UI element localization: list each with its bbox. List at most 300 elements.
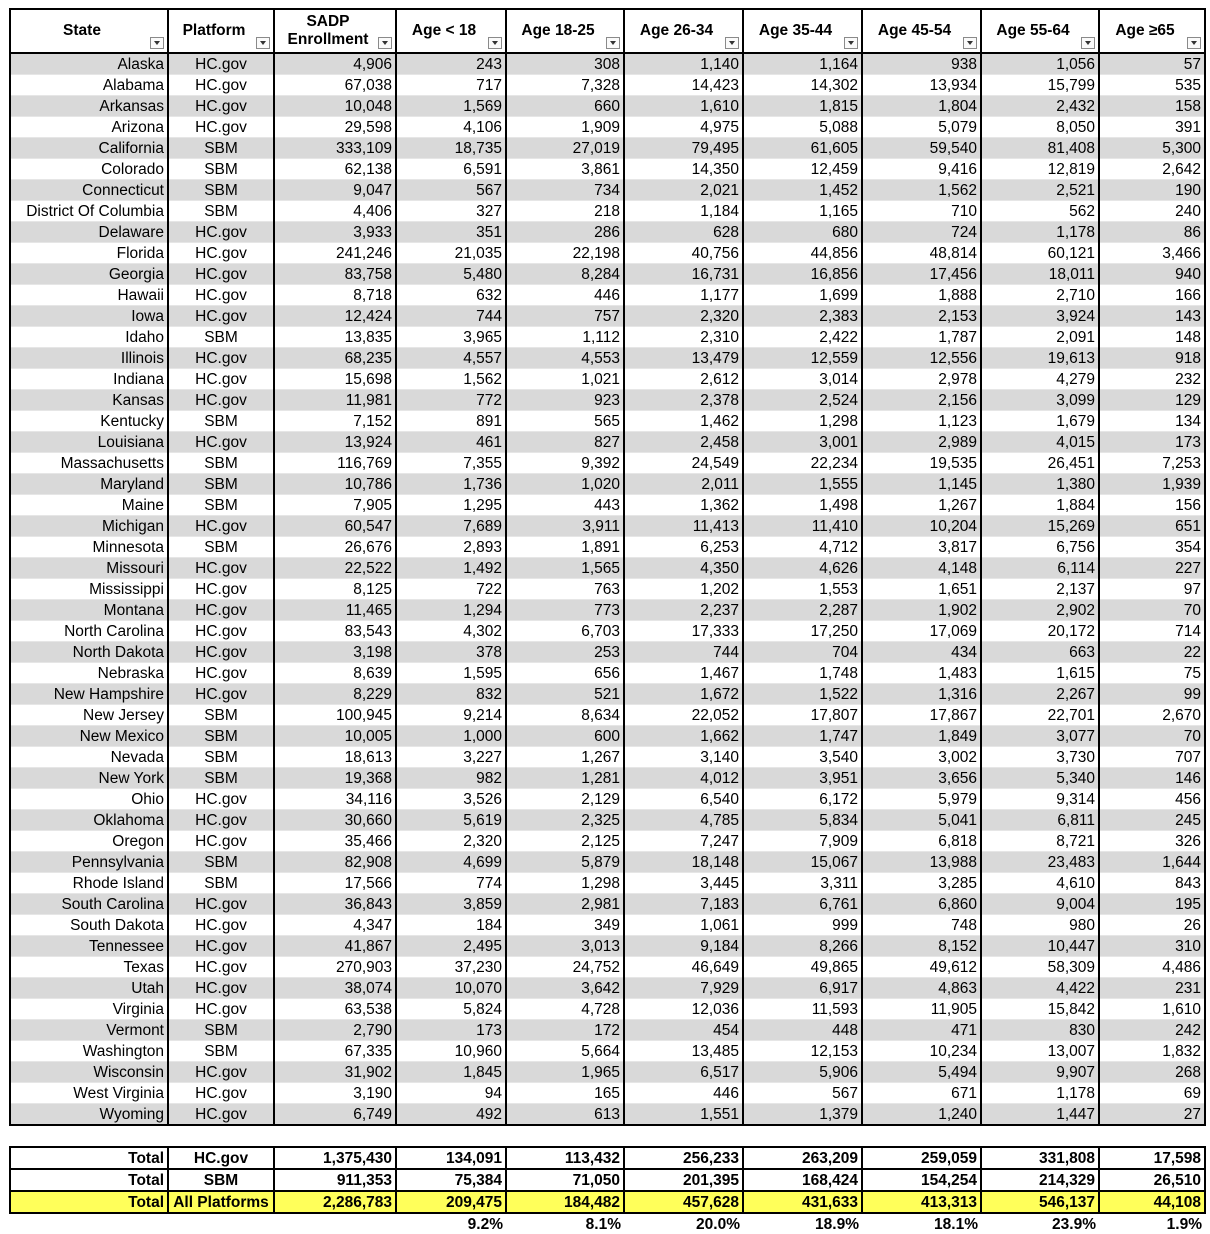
value-cell[interactable]: 60,121 — [981, 243, 1099, 264]
value-cell[interactable]: 349 — [506, 915, 624, 936]
state-cell[interactable]: Virginia — [10, 999, 168, 1020]
value-cell[interactable]: 18,148 — [624, 852, 743, 873]
value-cell[interactable]: 1,498 — [743, 495, 862, 516]
value-cell[interactable]: 60,547 — [274, 516, 396, 537]
value-cell[interactable]: 980 — [981, 915, 1099, 936]
value-cell[interactable]: 1,021 — [506, 369, 624, 390]
value-cell[interactable]: 1,787 — [862, 327, 981, 348]
value-cell[interactable]: 660 — [506, 96, 624, 117]
value-cell[interactable]: 17,333 — [624, 621, 743, 642]
percentage-cell[interactable]: 23.9% — [981, 1213, 1099, 1234]
value-cell[interactable]: 1,845 — [396, 1062, 506, 1083]
state-cell[interactable]: New York — [10, 768, 168, 789]
value-cell[interactable]: 656 — [506, 663, 624, 684]
platform-cell[interactable]: SBM — [168, 747, 274, 768]
filter-dropdown-icon[interactable] — [150, 37, 164, 49]
value-cell[interactable]: 67,335 — [274, 1041, 396, 1062]
state-cell[interactable]: Alabama — [10, 75, 168, 96]
total-value-cell[interactable]: 1,375,430 — [274, 1147, 396, 1169]
value-cell[interactable]: 3,001 — [743, 432, 862, 453]
value-cell[interactable]: 327 — [396, 201, 506, 222]
value-cell[interactable]: 308 — [506, 53, 624, 75]
value-cell[interactable]: 86 — [1099, 222, 1205, 243]
value-cell[interactable]: 58,309 — [981, 957, 1099, 978]
value-cell[interactable]: 3,965 — [396, 327, 506, 348]
filter-dropdown-icon[interactable] — [256, 37, 270, 49]
value-cell[interactable]: 11,465 — [274, 600, 396, 621]
value-cell[interactable]: 40,756 — [624, 243, 743, 264]
filter-dropdown-icon[interactable] — [378, 37, 392, 49]
state-cell[interactable]: Nebraska — [10, 663, 168, 684]
value-cell[interactable]: 1,679 — [981, 411, 1099, 432]
value-cell[interactable]: 253 — [506, 642, 624, 663]
value-cell[interactable]: 2,524 — [743, 390, 862, 411]
value-cell[interactable]: 6,917 — [743, 978, 862, 999]
value-cell[interactable]: 59,540 — [862, 138, 981, 159]
value-cell[interactable]: 1,267 — [862, 495, 981, 516]
state-cell[interactable]: Georgia — [10, 264, 168, 285]
value-cell[interactable]: 2,287 — [743, 600, 862, 621]
value-cell[interactable]: 190 — [1099, 180, 1205, 201]
value-cell[interactable]: 22 — [1099, 642, 1205, 663]
platform-cell[interactable]: HC.gov — [168, 957, 274, 978]
value-cell[interactable]: 1,553 — [743, 579, 862, 600]
value-cell[interactable]: 2,091 — [981, 327, 1099, 348]
value-cell[interactable]: 7,183 — [624, 894, 743, 915]
total-label-cell[interactable]: Total — [10, 1169, 168, 1191]
value-cell[interactable]: 8,639 — [274, 663, 396, 684]
value-cell[interactable]: 143 — [1099, 306, 1205, 327]
state-cell[interactable]: Florida — [10, 243, 168, 264]
platform-cell[interactable]: SBM — [168, 768, 274, 789]
value-cell[interactable]: 748 — [862, 915, 981, 936]
value-cell[interactable]: 1,891 — [506, 537, 624, 558]
value-cell[interactable]: 49,865 — [743, 957, 862, 978]
state-cell[interactable]: New Jersey — [10, 705, 168, 726]
state-cell[interactable]: Pennsylvania — [10, 852, 168, 873]
value-cell[interactable]: 15,269 — [981, 516, 1099, 537]
platform-cell[interactable]: HC.gov — [168, 390, 274, 411]
value-cell[interactable]: 2,432 — [981, 96, 1099, 117]
value-cell[interactable]: 35,466 — [274, 831, 396, 852]
platform-cell[interactable]: SBM — [168, 852, 274, 873]
platform-cell[interactable]: HC.gov — [168, 621, 274, 642]
value-cell[interactable]: 2,642 — [1099, 159, 1205, 180]
value-cell[interactable]: 2,521 — [981, 180, 1099, 201]
filter-dropdown-icon[interactable] — [606, 37, 620, 49]
value-cell[interactable]: 1,562 — [862, 180, 981, 201]
filter-dropdown-icon[interactable] — [1187, 37, 1201, 49]
value-cell[interactable]: 923 — [506, 390, 624, 411]
state-cell[interactable]: New Mexico — [10, 726, 168, 747]
value-cell[interactable]: 2,422 — [743, 327, 862, 348]
state-cell[interactable]: Wyoming — [10, 1104, 168, 1126]
value-cell[interactable]: 8,125 — [274, 579, 396, 600]
percentage-cell[interactable] — [274, 1213, 396, 1234]
value-cell[interactable]: 3,924 — [981, 306, 1099, 327]
total-value-cell[interactable]: 214,329 — [981, 1169, 1099, 1191]
total-value-cell[interactable]: 263,209 — [743, 1147, 862, 1169]
platform-cell[interactable]: HC.gov — [168, 75, 274, 96]
platform-cell[interactable]: HC.gov — [168, 516, 274, 537]
value-cell[interactable]: 2,137 — [981, 579, 1099, 600]
state-cell[interactable]: Maryland — [10, 474, 168, 495]
state-cell[interactable]: Michigan — [10, 516, 168, 537]
value-cell[interactable]: 7,905 — [274, 495, 396, 516]
value-cell[interactable]: 3,227 — [396, 747, 506, 768]
value-cell[interactable]: 26 — [1099, 915, 1205, 936]
value-cell[interactable]: 218 — [506, 201, 624, 222]
state-cell[interactable]: Louisiana — [10, 432, 168, 453]
value-cell[interactable]: 1,165 — [743, 201, 862, 222]
value-cell[interactable]: 1,140 — [624, 53, 743, 75]
value-cell[interactable]: 12,424 — [274, 306, 396, 327]
value-cell[interactable]: 2,310 — [624, 327, 743, 348]
value-cell[interactable]: 8,634 — [506, 705, 624, 726]
value-cell[interactable]: 94 — [396, 1083, 506, 1104]
value-cell[interactable]: 18,613 — [274, 747, 396, 768]
value-cell[interactable]: 13,934 — [862, 75, 981, 96]
state-cell[interactable]: Oregon — [10, 831, 168, 852]
value-cell[interactable]: 565 — [506, 411, 624, 432]
value-cell[interactable]: 4,785 — [624, 810, 743, 831]
value-cell[interactable]: 2,156 — [862, 390, 981, 411]
value-cell[interactable]: 7,355 — [396, 453, 506, 474]
value-cell[interactable]: 242 — [1099, 1020, 1205, 1041]
value-cell[interactable]: 4,975 — [624, 117, 743, 138]
value-cell[interactable]: 83,758 — [274, 264, 396, 285]
value-cell[interactable]: 1,909 — [506, 117, 624, 138]
value-cell[interactable]: 6,703 — [506, 621, 624, 642]
state-cell[interactable]: Massachusetts — [10, 453, 168, 474]
state-cell[interactable]: Rhode Island — [10, 873, 168, 894]
value-cell[interactable]: 443 — [506, 495, 624, 516]
platform-cell[interactable]: HC.gov — [168, 1104, 274, 1126]
value-cell[interactable]: 12,153 — [743, 1041, 862, 1062]
value-cell[interactable]: 1,123 — [862, 411, 981, 432]
value-cell[interactable]: 2,153 — [862, 306, 981, 327]
value-cell[interactable]: 13,988 — [862, 852, 981, 873]
value-cell[interactable]: 3,311 — [743, 873, 862, 894]
state-cell[interactable]: California — [10, 138, 168, 159]
state-cell[interactable]: Arizona — [10, 117, 168, 138]
state-cell[interactable]: Illinois — [10, 348, 168, 369]
value-cell[interactable]: 567 — [396, 180, 506, 201]
value-cell[interactable]: 15,799 — [981, 75, 1099, 96]
value-cell[interactable]: 10,447 — [981, 936, 1099, 957]
value-cell[interactable]: 6,761 — [743, 894, 862, 915]
platform-cell[interactable]: SBM — [168, 1041, 274, 1062]
value-cell[interactable]: 17,807 — [743, 705, 862, 726]
value-cell[interactable]: 1,112 — [506, 327, 624, 348]
value-cell[interactable]: 1,555 — [743, 474, 862, 495]
value-cell[interactable]: 1,736 — [396, 474, 506, 495]
value-cell[interactable]: 773 — [506, 600, 624, 621]
value-cell[interactable]: 9,047 — [274, 180, 396, 201]
state-cell[interactable]: Minnesota — [10, 537, 168, 558]
value-cell[interactable]: 79,495 — [624, 138, 743, 159]
value-cell[interactable]: 16,856 — [743, 264, 862, 285]
value-cell[interactable]: 14,423 — [624, 75, 743, 96]
platform-cell[interactable]: HC.gov — [168, 285, 274, 306]
value-cell[interactable]: 391 — [1099, 117, 1205, 138]
state-cell[interactable]: Arkansas — [10, 96, 168, 117]
total-value-cell[interactable]: 413,313 — [862, 1191, 981, 1213]
value-cell[interactable]: 4,012 — [624, 768, 743, 789]
value-cell[interactable]: 36,843 — [274, 894, 396, 915]
value-cell[interactable]: 2,670 — [1099, 705, 1205, 726]
value-cell[interactable]: 722 — [396, 579, 506, 600]
value-cell[interactable]: 613 — [506, 1104, 624, 1126]
percentage-cell[interactable]: 18.1% — [862, 1213, 981, 1234]
value-cell[interactable]: 999 — [743, 915, 862, 936]
total-value-cell[interactable]: 168,424 — [743, 1169, 862, 1191]
value-cell[interactable]: 1,565 — [506, 558, 624, 579]
value-cell[interactable]: 1,281 — [506, 768, 624, 789]
value-cell[interactable]: 63,538 — [274, 999, 396, 1020]
value-cell[interactable]: 1,672 — [624, 684, 743, 705]
value-cell[interactable]: 832 — [396, 684, 506, 705]
state-cell[interactable]: South Dakota — [10, 915, 168, 936]
value-cell[interactable]: 1,569 — [396, 96, 506, 117]
value-cell[interactable]: 21,035 — [396, 243, 506, 264]
value-cell[interactable]: 446 — [624, 1083, 743, 1104]
value-cell[interactable]: 14,350 — [624, 159, 743, 180]
value-cell[interactable]: 12,559 — [743, 348, 862, 369]
value-cell[interactable]: 9,314 — [981, 789, 1099, 810]
platform-cell[interactable]: HC.gov — [168, 264, 274, 285]
value-cell[interactable]: 1,379 — [743, 1104, 862, 1126]
value-cell[interactable]: 173 — [1099, 432, 1205, 453]
value-cell[interactable]: 1,644 — [1099, 852, 1205, 873]
value-cell[interactable]: 456 — [1099, 789, 1205, 810]
total-value-cell[interactable]: 17,598 — [1099, 1147, 1205, 1169]
platform-cell[interactable]: HC.gov — [168, 243, 274, 264]
value-cell[interactable]: 774 — [396, 873, 506, 894]
value-cell[interactable]: 1,000 — [396, 726, 506, 747]
percentage-cell[interactable]: 8.1% — [506, 1213, 624, 1234]
state-cell[interactable]: North Dakota — [10, 642, 168, 663]
value-cell[interactable]: 4,626 — [743, 558, 862, 579]
value-cell[interactable]: 166 — [1099, 285, 1205, 306]
total-value-cell[interactable]: 75,384 — [396, 1169, 506, 1191]
value-cell[interactable]: 2,320 — [624, 306, 743, 327]
value-cell[interactable]: 49,612 — [862, 957, 981, 978]
value-cell[interactable]: 70 — [1099, 726, 1205, 747]
value-cell[interactable]: 8,718 — [274, 285, 396, 306]
total-value-cell[interactable]: 2,286,783 — [274, 1191, 396, 1213]
platform-cell[interactable]: HC.gov — [168, 978, 274, 999]
total-value-cell[interactable]: 546,137 — [981, 1191, 1099, 1213]
value-cell[interactable]: 13,924 — [274, 432, 396, 453]
value-cell[interactable]: 9,004 — [981, 894, 1099, 915]
value-cell[interactable]: 628 — [624, 222, 743, 243]
percentage-cell[interactable]: 1.9% — [1099, 1213, 1205, 1234]
total-value-cell[interactable]: 209,475 — [396, 1191, 506, 1213]
value-cell[interactable]: 1,298 — [743, 411, 862, 432]
value-cell[interactable]: 3,540 — [743, 747, 862, 768]
value-cell[interactable]: 10,786 — [274, 474, 396, 495]
value-cell[interactable]: 5,300 — [1099, 138, 1205, 159]
value-cell[interactable]: 5,906 — [743, 1062, 862, 1083]
value-cell[interactable]: 5,834 — [743, 810, 862, 831]
state-cell[interactable]: Nevada — [10, 747, 168, 768]
value-cell[interactable]: 8,284 — [506, 264, 624, 285]
value-cell[interactable]: 10,048 — [274, 96, 396, 117]
value-cell[interactable]: 1,483 — [862, 663, 981, 684]
value-cell[interactable]: 1,804 — [862, 96, 981, 117]
state-cell[interactable]: Utah — [10, 978, 168, 999]
value-cell[interactable]: 4,906 — [274, 53, 396, 75]
value-cell[interactable]: 3,466 — [1099, 243, 1205, 264]
value-cell[interactable]: 2,981 — [506, 894, 624, 915]
state-cell[interactable]: Tennessee — [10, 936, 168, 957]
value-cell[interactable]: 772 — [396, 390, 506, 411]
state-cell[interactable]: Missouri — [10, 558, 168, 579]
value-cell[interactable]: 6,172 — [743, 789, 862, 810]
value-cell[interactable]: 1,595 — [396, 663, 506, 684]
value-cell[interactable]: 843 — [1099, 873, 1205, 894]
value-cell[interactable]: 454 — [624, 1020, 743, 1041]
value-cell[interactable]: 38,074 — [274, 978, 396, 999]
value-cell[interactable]: 535 — [1099, 75, 1205, 96]
state-cell[interactable]: Vermont — [10, 1020, 168, 1041]
value-cell[interactable]: 61,605 — [743, 138, 862, 159]
value-cell[interactable]: 26,451 — [981, 453, 1099, 474]
value-cell[interactable]: 26,676 — [274, 537, 396, 558]
value-cell[interactable]: 156 — [1099, 495, 1205, 516]
state-cell[interactable]: Wisconsin — [10, 1062, 168, 1083]
value-cell[interactable]: 521 — [506, 684, 624, 705]
value-cell[interactable]: 2,458 — [624, 432, 743, 453]
value-cell[interactable]: 46,649 — [624, 957, 743, 978]
value-cell[interactable]: 326 — [1099, 831, 1205, 852]
filter-dropdown-icon[interactable] — [963, 37, 977, 49]
value-cell[interactable]: 3,526 — [396, 789, 506, 810]
value-cell[interactable]: 10,005 — [274, 726, 396, 747]
value-cell[interactable]: 4,350 — [624, 558, 743, 579]
value-cell[interactable]: 173 — [396, 1020, 506, 1041]
value-cell[interactable]: 241,246 — [274, 243, 396, 264]
value-cell[interactable]: 2,893 — [396, 537, 506, 558]
value-cell[interactable]: 4,610 — [981, 873, 1099, 894]
state-cell[interactable]: Kansas — [10, 390, 168, 411]
value-cell[interactable]: 1,178 — [981, 222, 1099, 243]
value-cell[interactable]: 4,148 — [862, 558, 981, 579]
value-cell[interactable]: 3,014 — [743, 369, 862, 390]
value-cell[interactable]: 600 — [506, 726, 624, 747]
value-cell[interactable]: 724 — [862, 222, 981, 243]
value-cell[interactable]: 4,712 — [743, 537, 862, 558]
total-label-cell[interactable]: Total — [10, 1147, 168, 1169]
value-cell[interactable]: 8,050 — [981, 117, 1099, 138]
value-cell[interactable]: 82,908 — [274, 852, 396, 873]
value-cell[interactable]: 3,198 — [274, 642, 396, 663]
value-cell[interactable]: 129 — [1099, 390, 1205, 411]
value-cell[interactable]: 6,756 — [981, 537, 1099, 558]
platform-cell[interactable]: HC.gov — [168, 810, 274, 831]
value-cell[interactable]: 744 — [396, 306, 506, 327]
value-cell[interactable]: 5,664 — [506, 1041, 624, 1062]
value-cell[interactable]: 17,069 — [862, 621, 981, 642]
value-cell[interactable]: 940 — [1099, 264, 1205, 285]
value-cell[interactable]: 148 — [1099, 327, 1205, 348]
value-cell[interactable]: 6,540 — [624, 789, 743, 810]
value-cell[interactable]: 3,642 — [506, 978, 624, 999]
value-cell[interactable]: 16,731 — [624, 264, 743, 285]
platform-cell[interactable]: HC.gov — [168, 117, 274, 138]
total-value-cell[interactable]: 911,353 — [274, 1169, 396, 1191]
value-cell[interactable]: 286 — [506, 222, 624, 243]
platform-cell[interactable]: HC.gov — [168, 663, 274, 684]
value-cell[interactable]: 6,591 — [396, 159, 506, 180]
value-cell[interactable]: 1,832 — [1099, 1041, 1205, 1062]
value-cell[interactable]: 4,728 — [506, 999, 624, 1020]
state-cell[interactable]: Ohio — [10, 789, 168, 810]
value-cell[interactable]: 2,612 — [624, 369, 743, 390]
percentage-cell[interactable]: 20.0% — [624, 1213, 743, 1234]
value-cell[interactable]: 5,824 — [396, 999, 506, 1020]
value-cell[interactable]: 17,566 — [274, 873, 396, 894]
value-cell[interactable]: 99 — [1099, 684, 1205, 705]
total-value-cell[interactable]: 331,808 — [981, 1147, 1099, 1169]
state-cell[interactable]: Texas — [10, 957, 168, 978]
value-cell[interactable]: 4,486 — [1099, 957, 1205, 978]
value-cell[interactable]: 7,328 — [506, 75, 624, 96]
value-cell[interactable]: 1,056 — [981, 53, 1099, 75]
value-cell[interactable]: 34,116 — [274, 789, 396, 810]
value-cell[interactable]: 27 — [1099, 1104, 1205, 1126]
value-cell[interactable]: 1,177 — [624, 285, 743, 306]
value-cell[interactable]: 184 — [396, 915, 506, 936]
platform-cell[interactable]: HC.gov — [168, 915, 274, 936]
value-cell[interactable]: 351 — [396, 222, 506, 243]
value-cell[interactable]: 2,902 — [981, 600, 1099, 621]
state-cell[interactable]: Delaware — [10, 222, 168, 243]
value-cell[interactable]: 31,902 — [274, 1062, 396, 1083]
value-cell[interactable]: 1,615 — [981, 663, 1099, 684]
platform-cell[interactable]: HC.gov — [168, 348, 274, 369]
value-cell[interactable]: 68,235 — [274, 348, 396, 369]
percentage-cell[interactable]: 9.2% — [396, 1213, 506, 1234]
value-cell[interactable]: 7,909 — [743, 831, 862, 852]
value-cell[interactable]: 4,699 — [396, 852, 506, 873]
value-cell[interactable]: 3,285 — [862, 873, 981, 894]
value-cell[interactable]: 5,088 — [743, 117, 862, 138]
platform-cell[interactable]: SBM — [168, 705, 274, 726]
value-cell[interactable]: 2,125 — [506, 831, 624, 852]
value-cell[interactable]: 12,036 — [624, 999, 743, 1020]
value-cell[interactable]: 70 — [1099, 600, 1205, 621]
value-cell[interactable]: 1,699 — [743, 285, 862, 306]
value-cell[interactable]: 22,052 — [624, 705, 743, 726]
value-cell[interactable]: 17,250 — [743, 621, 862, 642]
value-cell[interactable]: 1,965 — [506, 1062, 624, 1083]
value-cell[interactable]: 671 — [862, 1083, 981, 1104]
platform-cell[interactable]: HC.gov — [168, 432, 274, 453]
value-cell[interactable]: 333,109 — [274, 138, 396, 159]
platform-cell[interactable]: HC.gov — [168, 642, 274, 663]
platform-cell[interactable]: SBM — [168, 873, 274, 894]
value-cell[interactable]: 24,752 — [506, 957, 624, 978]
value-cell[interactable]: 8,721 — [981, 831, 1099, 852]
value-cell[interactable]: 3,911 — [506, 516, 624, 537]
value-cell[interactable]: 13,485 — [624, 1041, 743, 1062]
value-cell[interactable]: 23,483 — [981, 852, 1099, 873]
value-cell[interactable]: 1,849 — [862, 726, 981, 747]
platform-cell[interactable]: HC.gov — [168, 684, 274, 705]
value-cell[interactable]: 10,204 — [862, 516, 981, 537]
